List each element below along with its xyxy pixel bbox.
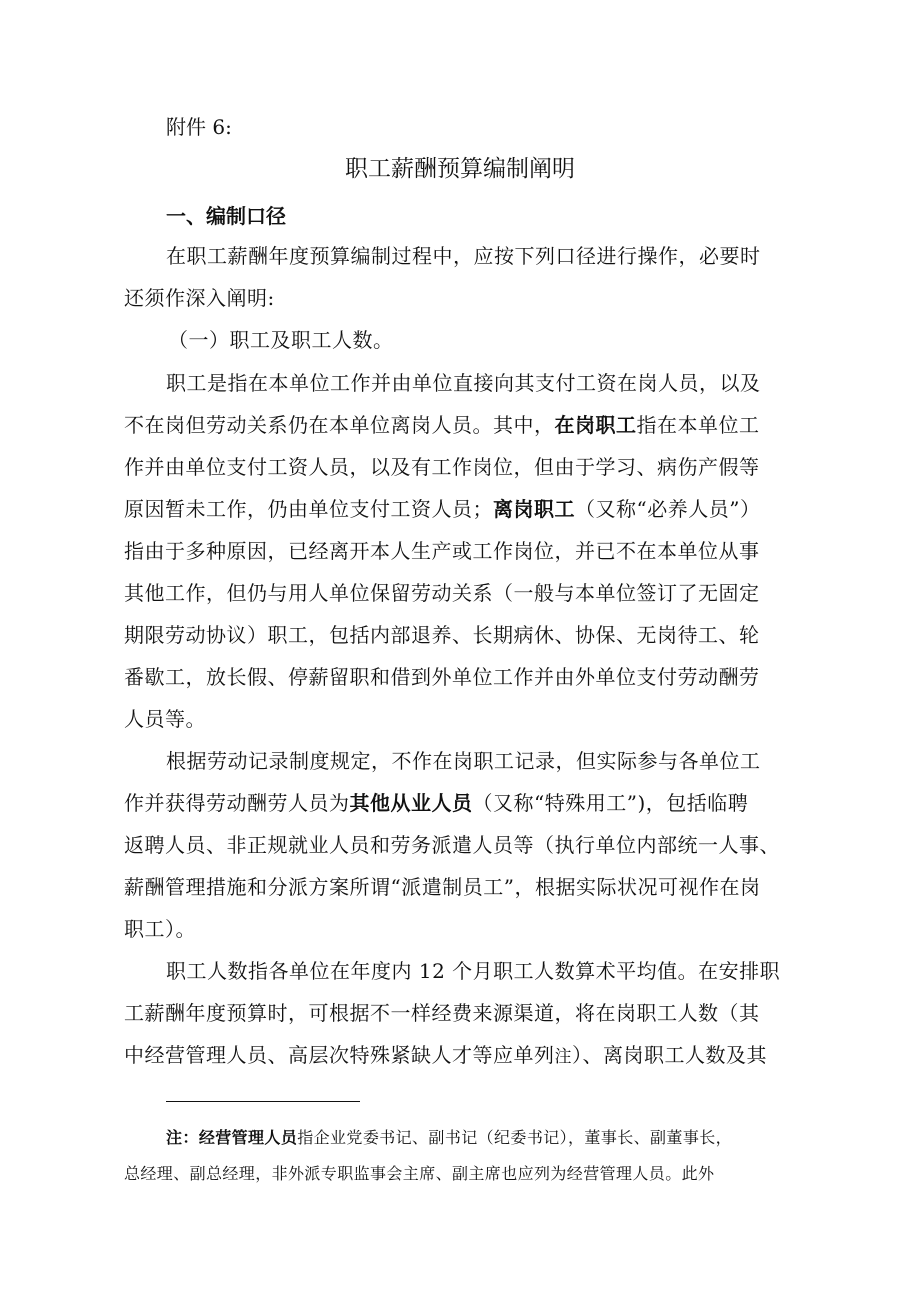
footnote-divider [166, 1101, 360, 1102]
attachment-label: 附件 6: [166, 115, 232, 139]
paragraph-line: 其他工作，但仍与用人单位保留劳动关系（一般与本单位签订了无固定 [124, 581, 760, 605]
intro-line-1: 在职工薪酬年度预算编制过程中，应按下列口径进行操作，必要时 [166, 244, 761, 268]
text-run: 中经营管理人员、高层次特殊紧缺人才等应单列 [124, 1043, 555, 1067]
paragraph-line: 期限劳动协议）职工，包括内部退养、长期病休、协保、无岗待工、轮 [124, 623, 760, 647]
paragraph-line: 职工）。 [124, 917, 196, 941]
paragraph-line: 职工人数指各单位在年度内 12 个月职工人数算术平均值。在安排职 [166, 959, 781, 983]
paragraph-line: 作并由单位支付工资人员，以及有工作岗位，但由于学习、病伤产假等 [124, 455, 760, 479]
paragraph-line: 返聘人员、非正规就业人员和劳务派遣人员等（执行单位内部统一人事、 [124, 833, 780, 857]
term-off-duty-staff: 离岗职工 [493, 497, 575, 521]
paragraph-line: 番歇工，放长假、停薪留职和借到外单位工作并由外单位支付劳动酬劳 [124, 665, 760, 689]
page-title: 职工薪酬预算编制阐明 [345, 156, 575, 182]
term-management-personnel: 经营管理人员 [198, 1128, 298, 1147]
paragraph-line [124, 410, 760, 440]
paragraph-line: 薪酬管理措施和分派方案所谓“派遣制员工”，根据实际状况可视作在岗 [124, 875, 761, 899]
paragraph-line: 职工是指在本单位工作并由单位直接向其支付工资在岗人员，以及 [166, 371, 761, 395]
term-other-employees: 其他从业人员 [349, 791, 473, 815]
paragraph-line: 根据劳动记录制度规定，不作在岗职工记录，但实际参与各单位工 [166, 749, 761, 773]
text-run: 作并获得劳动酬劳人员为 [124, 791, 350, 815]
paragraph-line [124, 788, 748, 818]
footnote-line-1 [166, 1126, 732, 1150]
text-run: 不在岗但劳动关系仍在本单位离岗人员。其中， [124, 413, 555, 437]
footnote-label: 注： [166, 1128, 199, 1147]
term-on-duty-staff: 在岗职工 [554, 413, 637, 437]
footnote-marker: 注 [554, 1047, 572, 1067]
text-run: （又称“必养人员”） [575, 497, 761, 521]
footnote-line-2: 总经理、副总经理，非外派专职监事会主席、副主席也应列为经营管理人员。此外 [124, 1164, 715, 1183]
paragraph-line [124, 494, 760, 524]
paragraph-line: 人员等。 [124, 707, 206, 731]
text-run: 原因暂未工作，仍由单位支付工资人员； [124, 497, 493, 521]
text-run: （又称“特殊用工”)，包括临聘 [472, 791, 749, 815]
text-run: 指在本单位工 [636, 413, 760, 437]
text-run: 指企业党委书记、副书记（纪委书记），董事长、副董事长， [297, 1128, 733, 1147]
paragraph-line [124, 1040, 767, 1072]
section-heading: 一、编制口径 [166, 204, 286, 228]
subsection-heading: （一）职工及职工人数。 [168, 328, 394, 352]
paragraph-line: 指由于多种原因，已经离开本人生产或工作岗位，并已不在本单位从事 [124, 539, 760, 563]
intro-line-2: 还须作深入阐明: [124, 286, 275, 310]
text-run: ）、离岗职工人数及其 [572, 1043, 767, 1067]
paragraph-line: 工薪酬年度预算时，可根据不一样经费来源渠道，将在岗职工人数（其 [124, 1001, 760, 1025]
